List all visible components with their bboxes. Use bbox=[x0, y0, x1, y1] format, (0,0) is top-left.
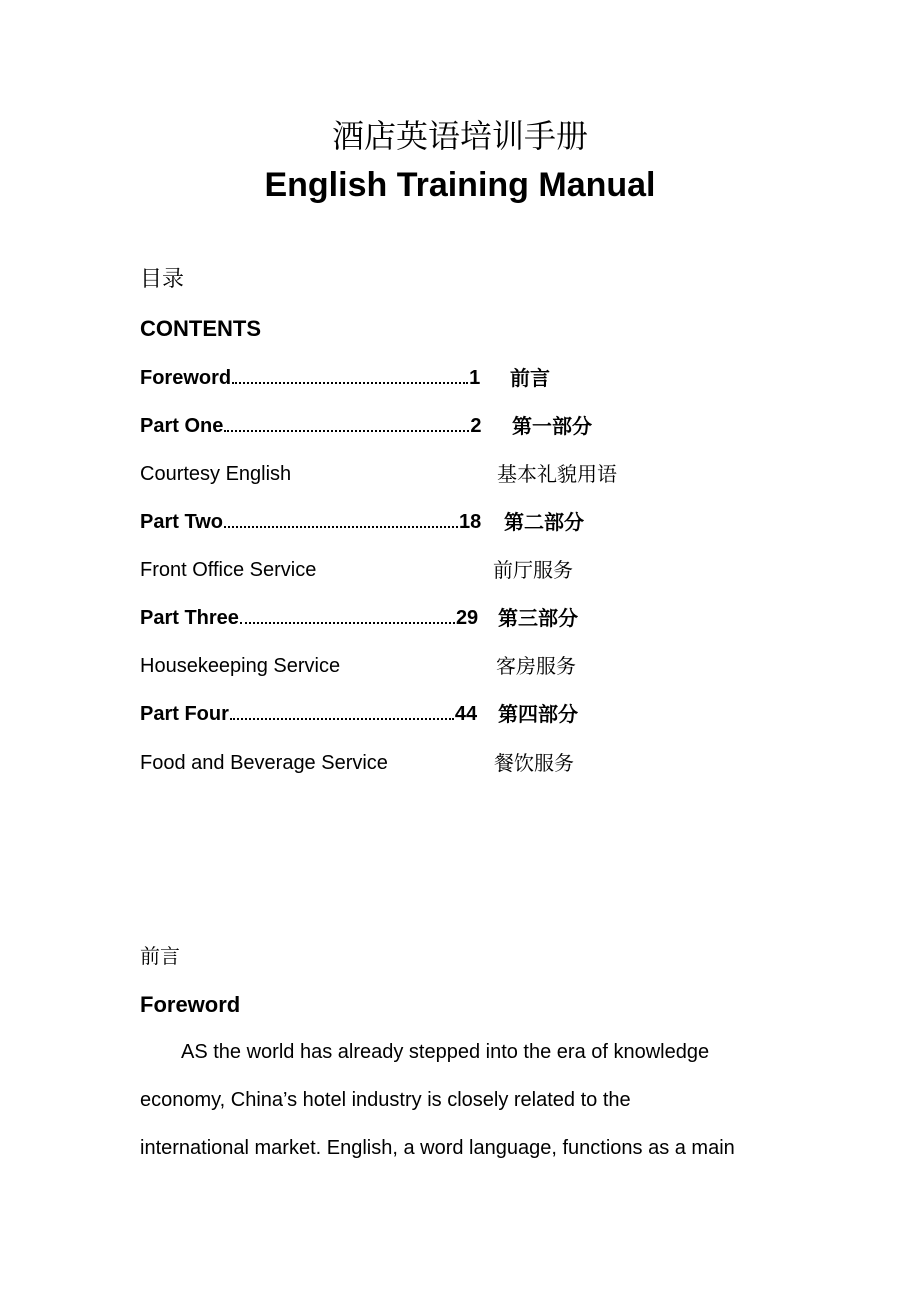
toc-leader-dots bbox=[224, 508, 458, 528]
foreword-paragraph-line: AS the world has already stepped into the era of knowledge bbox=[181, 1041, 710, 1063]
toc-label: Foreword bbox=[140, 367, 232, 389]
foreword-paragraph-line: economy, China’s hotel industry is closely related to the bbox=[140, 1089, 631, 1111]
toc-page-number: 44 bbox=[454, 703, 478, 725]
foreword-heading-cn: 前言 bbox=[140, 944, 180, 968]
title-english: English Training Manual bbox=[264, 166, 656, 204]
toc-leader-dots bbox=[232, 364, 468, 384]
toc-label: Part One bbox=[140, 415, 224, 437]
toc-label-cn: 前言 bbox=[510, 366, 550, 390]
toc-label: Part Two bbox=[140, 511, 223, 533]
toc-entry-part-four[interactable] bbox=[140, 700, 477, 728]
toc-label-cn: 第一部分 bbox=[512, 414, 592, 438]
foreword-paragraph-line: international market. English, a word language, functions as a main bbox=[140, 1137, 735, 1159]
toc-entry-part-three[interactable] bbox=[140, 604, 478, 632]
contents-heading-cn: 目录 bbox=[140, 267, 185, 292]
toc-entry-part-one[interactable] bbox=[140, 412, 481, 440]
contents-heading-en: CONTENTS bbox=[140, 316, 261, 341]
toc-label: Part Three bbox=[140, 607, 239, 629]
toc-entry-part-two[interactable] bbox=[140, 508, 481, 536]
toc-subtitle-cn: 基本礼貌用语 bbox=[497, 462, 617, 486]
toc-subtitle-cn: 客房服务 bbox=[496, 654, 576, 678]
toc-page-number: 18 bbox=[458, 511, 482, 533]
toc-leader-dots bbox=[230, 700, 454, 720]
toc-label-cn: 第三部分 bbox=[498, 606, 578, 630]
toc-subtitle-cn: 前厅服务 bbox=[493, 558, 573, 582]
toc-page-number: 2 bbox=[470, 415, 482, 437]
toc-leader-dots bbox=[224, 412, 469, 432]
toc-subtitle: Housekeeping Service bbox=[140, 655, 341, 677]
toc-page-number: 1 bbox=[469, 367, 481, 389]
toc-label-cn: 第二部分 bbox=[504, 510, 584, 534]
title-chinese: 酒店英语培训手册 bbox=[331, 117, 588, 155]
toc-entry-foreword[interactable] bbox=[140, 364, 480, 392]
toc-subtitle-cn: 餐饮服务 bbox=[494, 751, 574, 775]
toc-subtitle: Courtesy English bbox=[140, 463, 292, 485]
toc-subtitle: Front Office Service bbox=[140, 559, 317, 581]
toc-label-cn: 第四部分 bbox=[498, 702, 578, 726]
foreword-heading-en: Foreword bbox=[140, 992, 241, 1017]
toc-page-number: 29 bbox=[455, 607, 479, 629]
toc-subtitle: Food and Beverage Service bbox=[140, 752, 388, 774]
toc-label: Part Four bbox=[140, 703, 229, 725]
toc-leader-dots bbox=[240, 604, 455, 624]
